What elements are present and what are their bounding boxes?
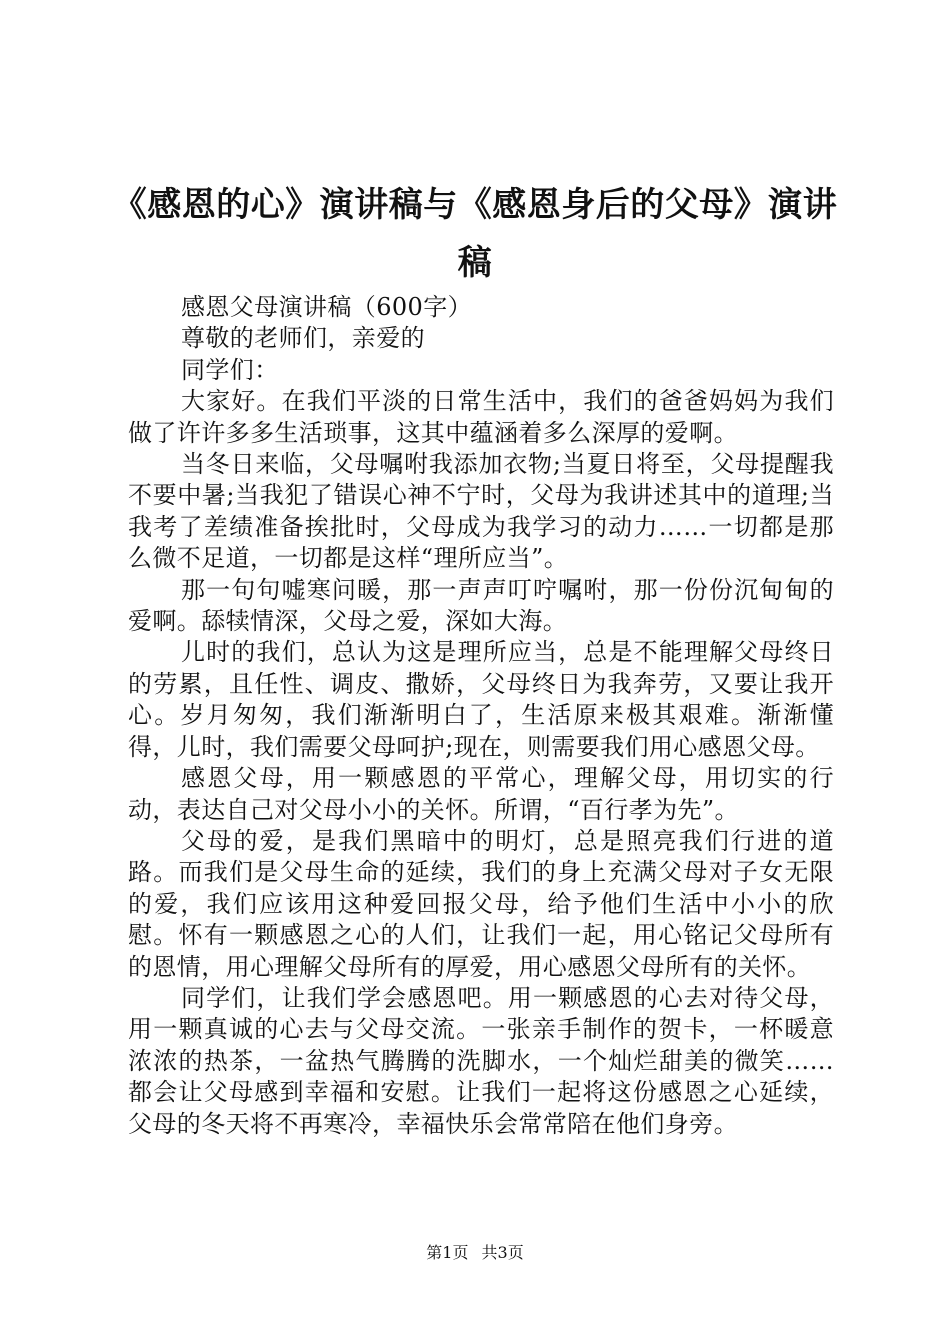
paragraph-body: 那一句句嘘寒问暖，那一声声叮咛嘱咐，那一份份沉甸甸的爱啊。舔犊情深，父母之爱，深如大海。 <box>128 575 834 636</box>
paragraph-speech-heading: 感恩父母演讲稿（600字） <box>181 293 473 321</box>
paragraph-greeting-students: 同学们： <box>181 355 279 384</box>
paragraph-body: 感恩父母，用一颗感恩的平常心，理解父母，用切实的行动，表达自己对父母小小的关怀。所谓，“百行孝为先”。 <box>128 764 834 824</box>
paragraph-greeting-teachers: 尊敬的老师们，亲爱的 <box>181 324 425 353</box>
paragraph-body: 同学们，让我们学会感恩吧。用一颗感恩的心去对待父母，用一颗真诚的心去与父母交流。一张亲手制作的贺卡，一杯暖意浓浓的热茶，一盆热气腾腾的洗脚水，一个灿烂甜美的微笑……都会让父母感到幸福和安慰。让我们一起将这份感恩之心延续，父母的冬天将不再寒冷，幸福快乐会常常陪在他们身旁。 <box>128 983 834 1138</box>
page-count: 共3页 <box>481 1243 524 1262</box>
paragraph-body: 父母的爱，是我们黑暗中的明灯，总是照亮我们行进的道路。而我们是父母生命的延续，我们的身上充满父母对子女无限的爱，我们应该用这种爱回报父母，给予他们生活中小小的欣慰。怀有一颗感恩之心的人们，让我们一起，用心铭记父母所有的恩情，用心理解父母所有的厚爱，用心感恩父母所有的关怀。 <box>128 826 834 981</box>
page-footer <box>0 1242 950 1264</box>
paragraph-body: 当冬日来临，父母嘱咐我添加衣物;当夏日将至，父母提醒我不要中暑;当我犯了错误心神不宁时，父母为我讲述其中的道理;当我考了差绩准备挨批时，父母成为我学习的动力……一切都是那么微不足道，一切都是这样“理所应当”。 <box>128 450 834 573</box>
page-number: 第1页 <box>426 1243 469 1262</box>
document-title: 《感恩的心》演讲稿与《感恩身后的父母》演讲稿 <box>112 185 838 283</box>
paragraph-body: 儿时的我们，总认为这是理所应当，总是不能理解父母终日的劳累，且任性、调皮、撒娇，父母终日为我奔劳，又要让我开心。岁月匆匆，我们渐渐明白了，生活原来极其艰难。渐渐懂得，儿时，我们需要父母呵护;现在，则需要我们用心感恩父母。 <box>128 638 834 761</box>
paragraph-body: 大家好。在我们平淡的日常生活中，我们的爸爸妈妈为我们做了许许多多生活琐事，这其中蕴涵着多么深厚的爱啊。 <box>128 387 834 447</box>
document-body <box>128 292 834 1140</box>
